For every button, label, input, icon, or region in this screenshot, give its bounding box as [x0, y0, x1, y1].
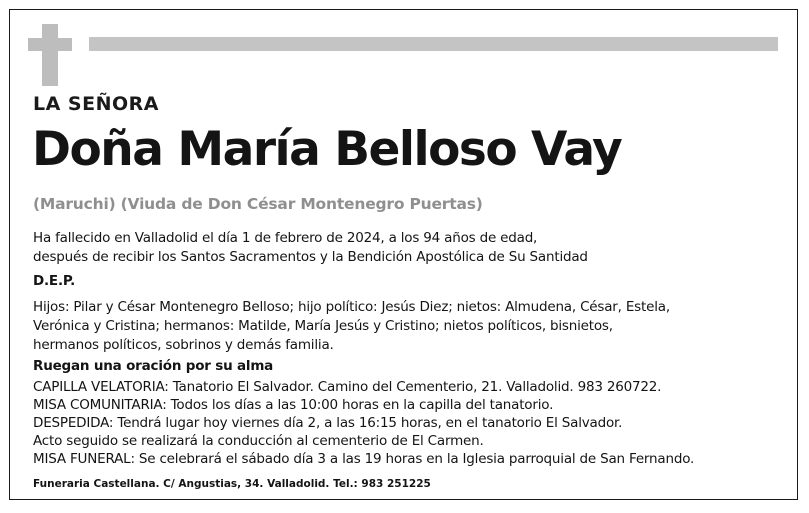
- cross-icon: [42, 24, 58, 86]
- funeral-home-footer: Funeraria Castellana. C/ Angustias, 34. Valladolid. Tel.: 983 251225: [33, 478, 431, 490]
- service-line-4: Acto seguido se realizará la conducción al cementerio de El Carmen.: [33, 433, 484, 449]
- service-line-1: CAPILLA VELATORIA: Tanatorio El Salvador. Camino del Cementerio, 21. Valladolid. 983 260722.: [33, 379, 662, 395]
- family-line-1: Hijos: Pilar y César Montenegro Belloso; hijo político: Jesús Diez; nietos: Almudena, César, Estela,: [33, 299, 670, 315]
- prayer-line: Ruegan una oración por su alma: [33, 358, 274, 374]
- title-prefix: LA SEÑORA: [33, 93, 159, 115]
- dep-label: D.E.P.: [33, 273, 76, 289]
- death-line-2: después de recibir los Santos Sacramentos y la Bendición Apostólica de Su Santidad: [33, 249, 588, 265]
- family-line-3: hermanos políticos, sobrinos y demás familia.: [33, 337, 334, 353]
- header-bar: [89, 37, 778, 51]
- service-line-3: DESPEDIDA: Tendrá lugar hoy viernes día 2, a las 16:15 horas, en el tanatorio El Salvador.: [33, 415, 623, 431]
- family-line-2: Verónica y Cristina; hermanos: Matilde, María Jesús y Cristino; nietos políticos, bisnietos,: [33, 318, 613, 334]
- service-line-5: MISA FUNERAL: Se celebrará el sábado día 3 a las 19 horas en la Iglesia parroquial de San Fernando.: [33, 451, 695, 467]
- alias-line: (Maruchi) (Viuda de Don César Montenegro Puertas): [33, 195, 483, 213]
- death-line-1: Ha fallecido en Valladolid el día 1 de febrero de 2024, a los 94 años de edad,: [33, 230, 538, 246]
- cross-icon-arm: [28, 38, 72, 51]
- deceased-name: Doña María Belloso Vay: [32, 122, 622, 177]
- service-line-2: MISA COMUNITARIA: Todos los días a las 10:00 horas en la capilla del tanatorio.: [33, 397, 554, 413]
